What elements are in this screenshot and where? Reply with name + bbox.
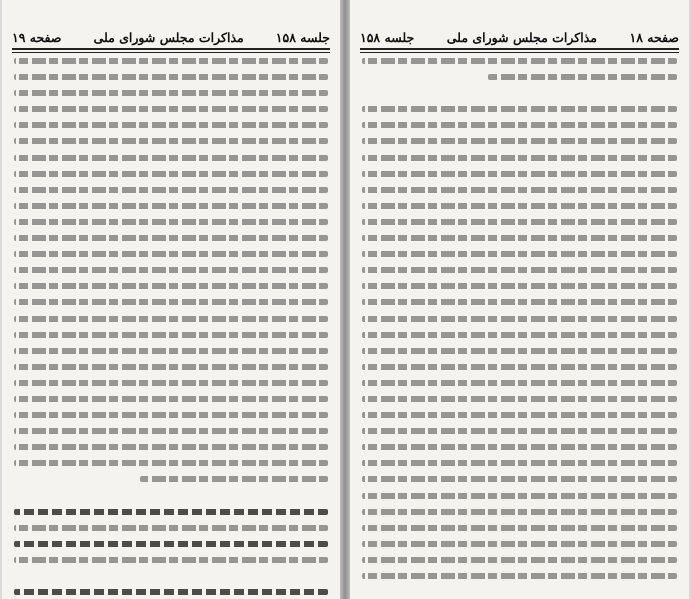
placeholder-text-line — [14, 525, 328, 531]
placeholder-text-line — [362, 525, 677, 531]
placeholder-text-line — [14, 90, 328, 96]
placeholder-text-line — [14, 171, 328, 177]
placeholder-text-line — [362, 90, 677, 96]
placeholder-text-line — [362, 122, 677, 128]
placeholder-text-line — [362, 58, 677, 64]
placeholder-text-line — [362, 251, 677, 257]
placeholder-text-line — [362, 364, 677, 370]
placeholder-text-line — [14, 122, 328, 128]
right-page — [350, 0, 689, 599]
placeholder-text-line — [362, 541, 677, 547]
placeholder-text-line — [14, 493, 328, 499]
placeholder-text-line — [14, 412, 328, 418]
left-page-number: صفحه ۱۹ — [12, 29, 62, 45]
placeholder-text-line — [14, 557, 328, 563]
left-header-rule — [12, 48, 330, 50]
placeholder-text-line — [362, 573, 677, 579]
placeholder-text-line — [14, 573, 328, 579]
placeholder-text-line — [14, 219, 328, 225]
placeholder-text-line — [14, 155, 328, 161]
placeholder-text-line — [362, 444, 677, 450]
placeholder-text-line — [14, 138, 328, 144]
book-gutter — [340, 0, 350, 599]
placeholder-text-line — [14, 267, 328, 273]
placeholder-text-line — [362, 316, 677, 322]
placeholder-text-line — [14, 444, 328, 450]
placeholder-text-line — [14, 235, 328, 241]
placeholder-text-line — [362, 299, 677, 305]
placeholder-text-line — [362, 348, 677, 354]
placeholder-text-line — [362, 509, 677, 515]
placeholder-text-line — [362, 155, 677, 161]
right-journal-title: مذاکرات مجلس شورای ملی — [446, 29, 597, 45]
placeholder-text-line — [362, 428, 677, 434]
placeholder-text-line — [362, 380, 677, 386]
placeholder-text-line — [14, 541, 328, 547]
placeholder-text-line — [362, 203, 677, 209]
placeholder-text-line — [14, 396, 328, 402]
placeholder-text-line — [362, 557, 677, 563]
placeholder-text-line — [14, 251, 328, 257]
placeholder-text-line — [14, 348, 328, 354]
placeholder-text-line — [14, 509, 328, 515]
left-session-label: جلسه ۱۵۸ — [275, 29, 330, 45]
right-page-body — [362, 58, 677, 591]
placeholder-text-line — [362, 493, 677, 499]
placeholder-text-line — [14, 74, 328, 80]
right-page-number: صفحه ۱۸ — [629, 29, 679, 45]
placeholder-text-line — [14, 428, 328, 434]
placeholder-text-line — [14, 589, 328, 595]
left-page-body — [14, 58, 328, 591]
placeholder-text-line — [14, 364, 328, 370]
placeholder-text-line — [362, 219, 677, 225]
placeholder-text-line — [14, 58, 328, 64]
left-journal-title: مذاکرات مجلس شورای ملی — [93, 29, 244, 45]
placeholder-text-line — [14, 380, 328, 386]
placeholder-text-line — [14, 203, 328, 209]
placeholder-text-line — [488, 74, 677, 80]
placeholder-text-line — [362, 332, 677, 338]
placeholder-text-line — [14, 283, 328, 289]
placeholder-text-line — [362, 267, 677, 273]
placeholder-text-line — [362, 476, 677, 482]
left-page-header — [12, 26, 330, 48]
placeholder-text-line — [362, 283, 677, 289]
placeholder-text-line — [140, 476, 328, 482]
placeholder-text-line — [362, 412, 677, 418]
placeholder-text-line — [14, 332, 328, 338]
placeholder-text-line — [362, 396, 677, 402]
placeholder-text-line — [362, 171, 677, 177]
placeholder-text-line — [362, 235, 677, 241]
placeholder-text-line — [362, 187, 677, 193]
placeholder-text-line — [362, 138, 677, 144]
right-page-header — [360, 26, 679, 48]
placeholder-text-line — [14, 106, 328, 112]
placeholder-text-line — [362, 460, 677, 466]
placeholder-text-line — [14, 299, 328, 305]
placeholder-text-line — [14, 460, 328, 466]
placeholder-text-line — [362, 106, 677, 112]
right-session-label: جلسه ۱۵۸ — [360, 29, 415, 45]
left-page — [2, 0, 340, 599]
right-header-rule — [360, 48, 679, 50]
placeholder-text-line — [14, 187, 328, 193]
placeholder-text-line — [14, 316, 328, 322]
